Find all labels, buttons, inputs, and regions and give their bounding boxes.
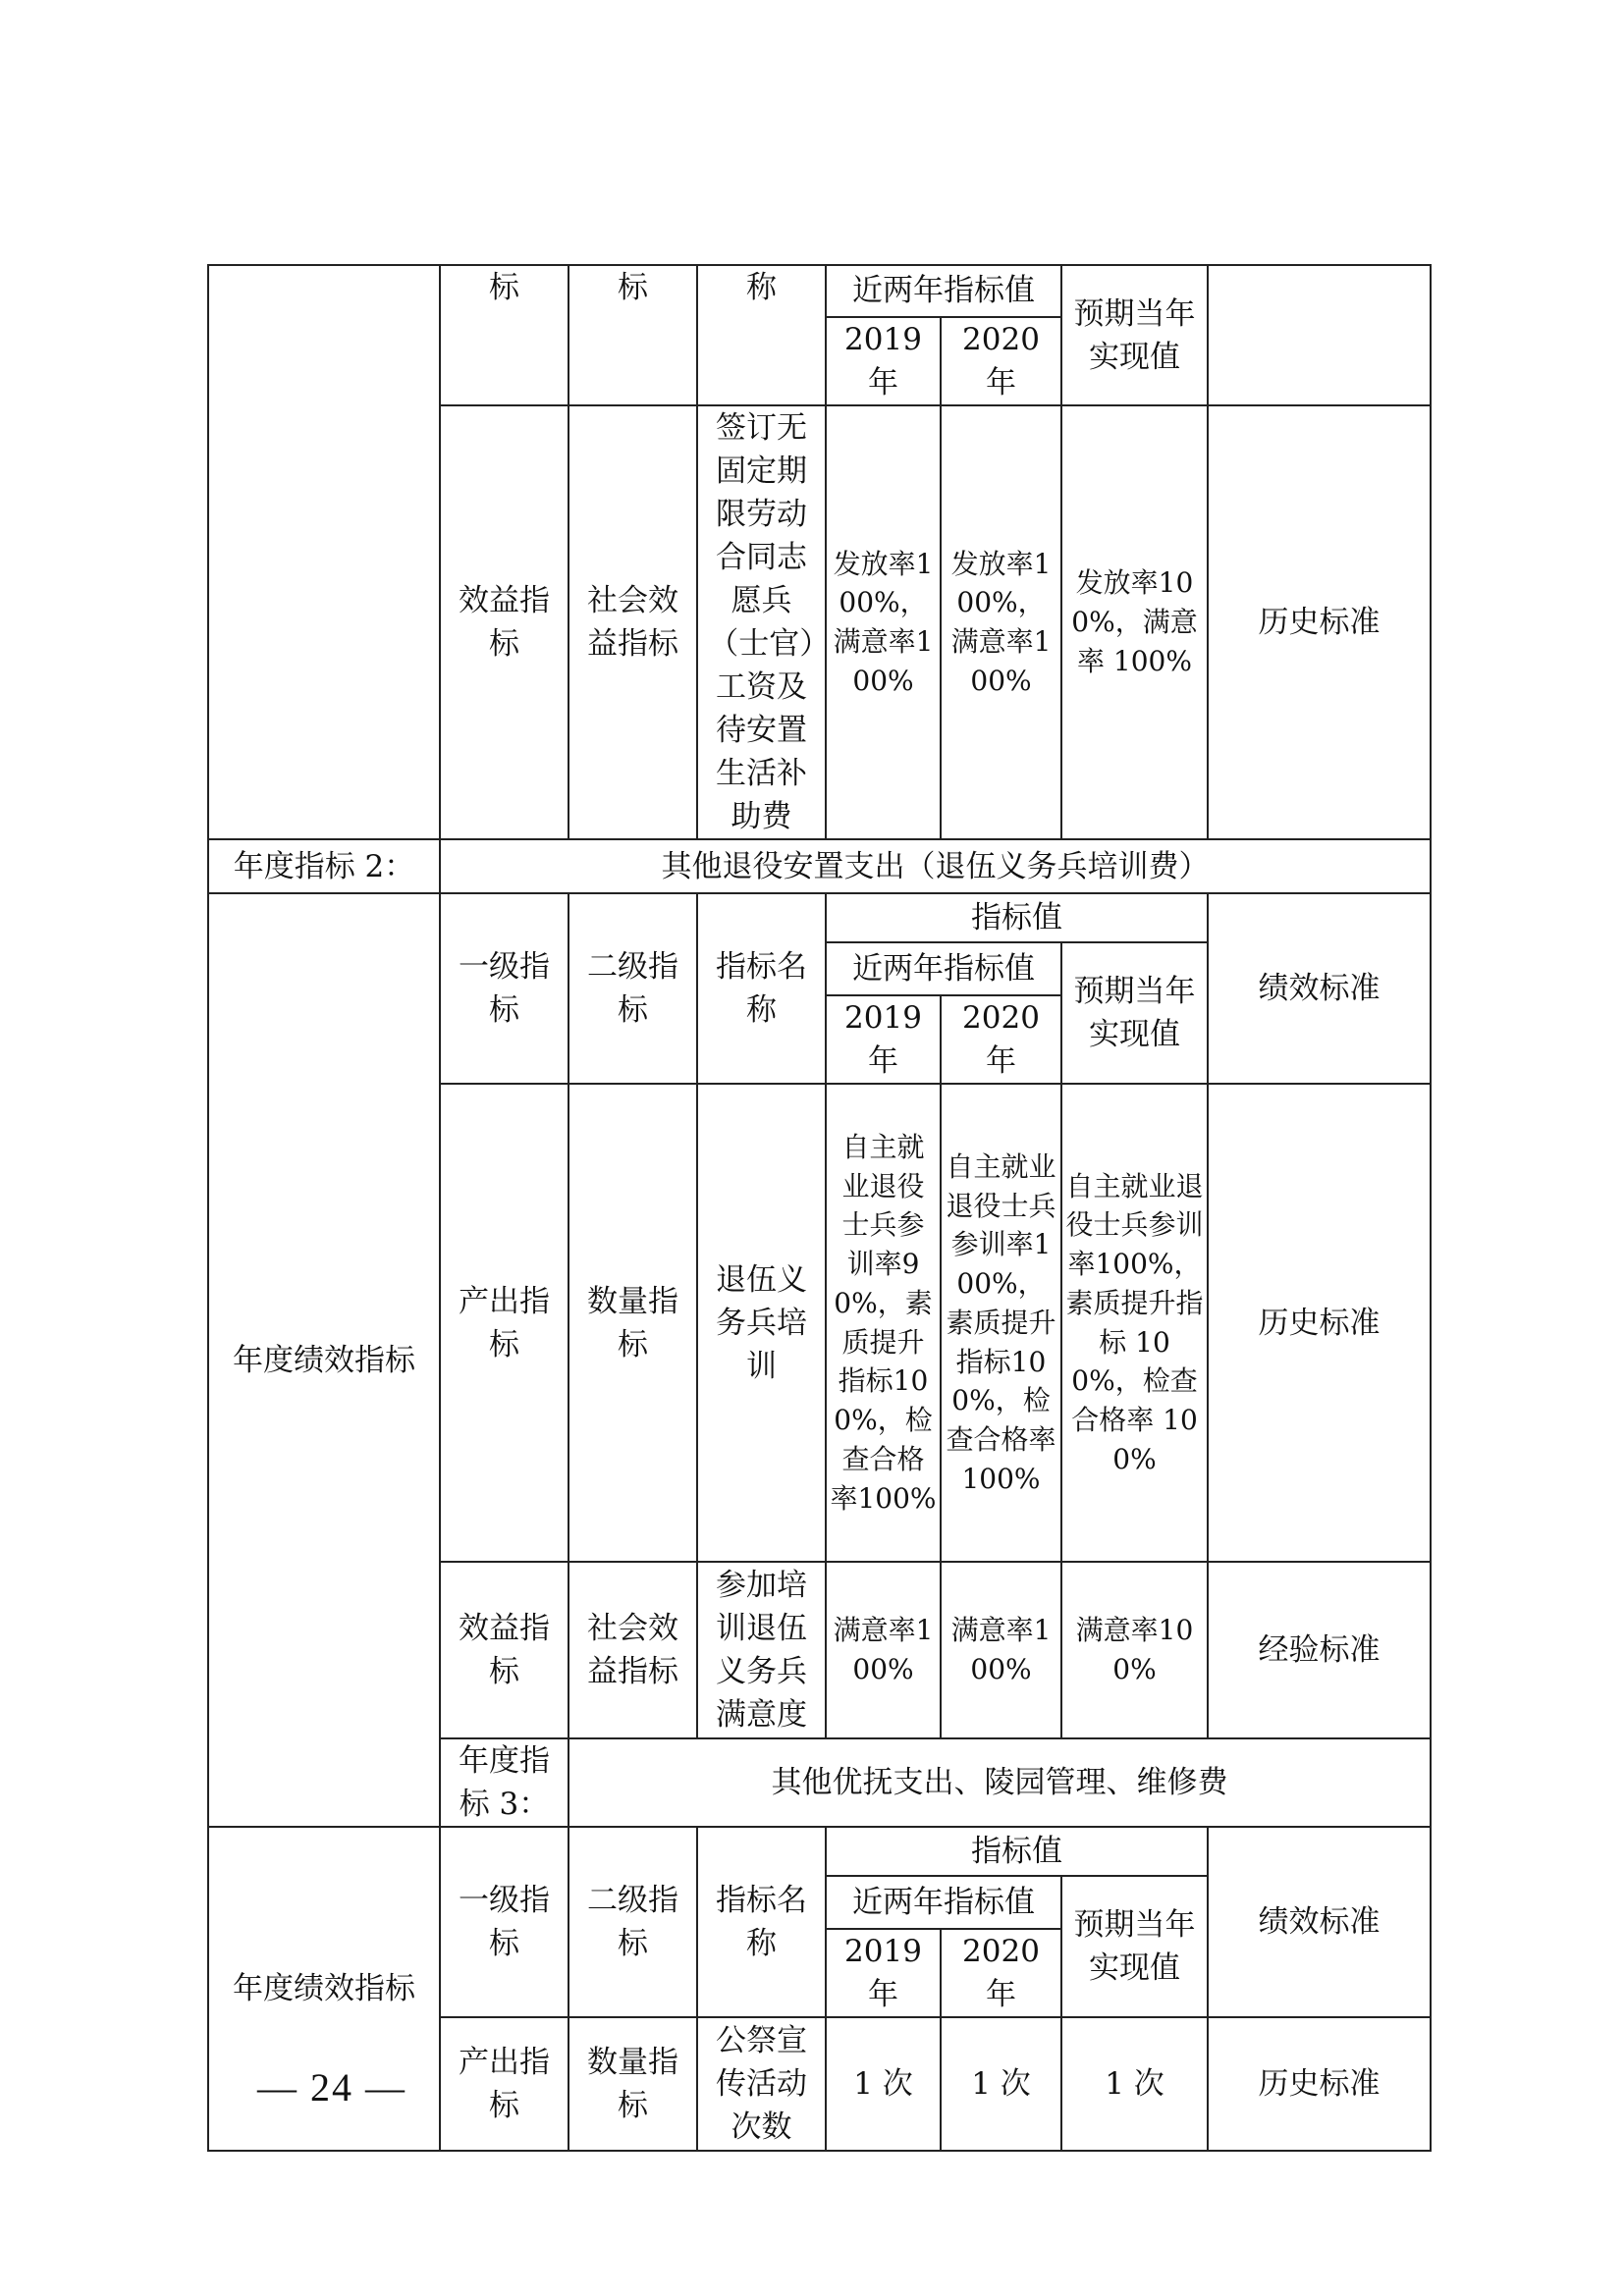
cell-value-expected: 满意率100%	[1061, 1562, 1208, 1738]
header-expected-value: 预期当年实现值	[1061, 265, 1208, 405]
header-recent-values: 近两年指标值	[826, 942, 1061, 995]
cell-value-expected: 发放率100%，满意率 100%	[1061, 405, 1208, 839]
header-year-2020: 2020 年	[941, 1929, 1061, 2017]
section-label: 年度指标 2：	[208, 839, 440, 893]
cell-value-2020: 自主就业退役士兵参训率100%，素质提升指标100%，检查合格率 100%	[941, 1084, 1061, 1562]
cell-value-2020: 满意率100%	[941, 1562, 1061, 1738]
header-standard: 绩效标准	[1208, 893, 1431, 1084]
header-indicator-value: 指标值	[826, 1827, 1208, 1876]
header-year-2020: 2020 年	[941, 317, 1061, 405]
cell-level1: 效益指标	[440, 405, 568, 839]
header-level2-continued: 标	[568, 265, 697, 405]
header-level1-continued: 标	[440, 265, 568, 405]
cell-standard: 历史标准	[1208, 2017, 1431, 2151]
cell-level1: 产出指标	[440, 1084, 568, 1562]
cell-level2: 数量指标	[568, 2017, 697, 2151]
cell-value-expected: 自主就业退役士兵参训率100%，素质提升指标 100%，检查合格率 100%	[1061, 1084, 1208, 1562]
cell-indicator-name: 退伍义务兵培训	[697, 1084, 826, 1562]
cell-indicator-name: 签订无固定期限劳动合同志愿兵（士官）工资及待安置生活补助费	[697, 405, 826, 839]
header-expected-value: 预期当年实现值	[1061, 942, 1208, 1084]
group-cell-continued	[208, 265, 440, 839]
cell-value-expected: 1 次	[1061, 2017, 1208, 2151]
cell-value-2019: 发放率100%，满意率100%	[826, 405, 941, 839]
cell-value-2019: 满意率100%	[826, 1562, 941, 1738]
cell-value-2020: 发放率100%，满意率100%	[941, 405, 1061, 839]
header-name: 指标名称	[697, 893, 826, 1084]
header-indicator-value: 指标值	[826, 893, 1208, 942]
header-year-2019: 2019 年	[826, 1929, 941, 2017]
cell-level1: 产出指标	[440, 2017, 568, 2151]
header-year-2019: 2019 年	[826, 995, 941, 1084]
cell-standard: 历史标准	[1208, 1084, 1431, 1562]
section-label: 年度指标 3：	[440, 1738, 568, 1827]
header-name-continued: 称	[697, 265, 826, 405]
header-name: 指标名称	[697, 1827, 826, 2017]
header-recent-values: 近两年指标值	[826, 265, 1061, 317]
header-level2: 二级指标	[568, 1827, 697, 2017]
cell-value-2019: 自主就业退役士兵参训率90%，素质提升指标100%，检查合格率100%	[826, 1084, 941, 1562]
cell-level2: 社会效益指标	[568, 1562, 697, 1738]
header-year-2020: 2020 年	[941, 995, 1061, 1084]
cell-standard: 经验标准	[1208, 1562, 1431, 1738]
page-number: — 24 —	[257, 2065, 406, 2109]
cell-value-2019: 1 次	[826, 2017, 941, 2151]
header-level1: 一级指标	[440, 1827, 568, 2017]
section-title: 其他退役安置支出（退伍义务兵培训费）	[440, 839, 1431, 893]
header-year-2019: 2019 年	[826, 317, 941, 405]
cell-indicator-name: 公祭宣传活动次数	[697, 2017, 826, 2151]
cell-level2: 数量指标	[568, 1084, 697, 1562]
cell-level1: 效益指标	[440, 1562, 568, 1738]
header-level2: 二级指标	[568, 893, 697, 1084]
header-standard-continued	[1208, 265, 1431, 405]
header-recent-values: 近两年指标值	[826, 1876, 1061, 1929]
header-level1: 一级指标	[440, 893, 568, 1084]
performance-indicator-table	[207, 264, 1432, 2152]
section-title: 其他优抚支出、陵园管理、维修费	[568, 1738, 1431, 1827]
cell-standard: 历史标准	[1208, 405, 1431, 839]
group-cell: 年度绩效指标	[208, 893, 440, 1827]
header-expected-value: 预期当年实现值	[1061, 1876, 1208, 2017]
cell-level2: 社会效益指标	[568, 405, 697, 839]
group-cell: 年度绩效指标	[208, 1827, 440, 2151]
header-standard: 绩效标准	[1208, 1827, 1431, 2017]
cell-indicator-name: 参加培训退伍义务兵满意度	[697, 1562, 826, 1738]
cell-value-2020: 1 次	[941, 2017, 1061, 2151]
